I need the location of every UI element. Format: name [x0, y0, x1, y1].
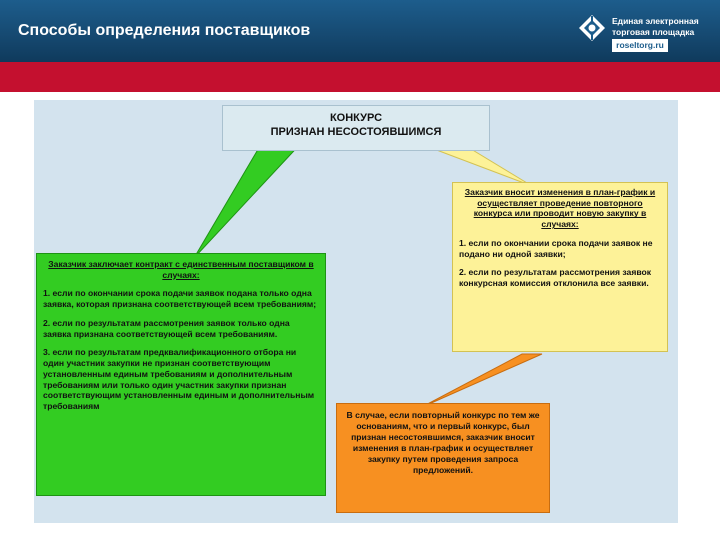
accent-band: [0, 62, 720, 92]
page-title: Способы определения поставщиков: [18, 22, 311, 39]
request-proposals-box: [336, 403, 550, 513]
green-box-item-2: 2. если по результатам рассмотрения заявок только одна заявка признана соответствующей всем требованиям.: [43, 317, 290, 339]
yellow-box-item-1: 1. если по окончании срока подачи заявок не подано ни одной заявки;: [459, 237, 653, 259]
yellow-box-item-2: 2. если по результатам рассмотрения заявок конкурсная комиссия отклонила все заявки.: [459, 267, 652, 289]
failed-tender-box: [222, 105, 490, 151]
yellow-callout-pointer: [426, 146, 532, 186]
roseltorg-logo-icon: [578, 14, 606, 42]
yellow-box-heading: Заказчик вносит изменения в план-график и осуществляет проведение повторного конкурса или проводит новую закупку в случаях:: [464, 187, 656, 230]
green-box-item-1: 1. если по окончании срока подачи заявок подана только одна заявка, которая признана соответствующей всем требованиям;: [43, 288, 317, 310]
top-box-line1: КОНКУРС: [329, 112, 383, 124]
header-bar: [0, 0, 720, 62]
green-box-item-3: 3. если по результатам предквалификационного отбора ни один участник закупки не признан соответствующим установленным единым требованиям и дополнительным требованиям или только один участник закупки признан соответствующим установленным единым и дополнительным требованиям: [43, 347, 315, 412]
roseltorg-logo[interactable]: [578, 10, 718, 56]
logo-text-line2: торговая площадка: [612, 27, 695, 37]
single-supplier-box: [36, 253, 326, 496]
repeat-tender-box: [452, 182, 668, 352]
green-box-heading: Заказчик заключает контракт с единственным поставщиком в случаях:: [48, 259, 314, 280]
logo-url[interactable]: roseltorg.ru: [612, 39, 668, 52]
orange-callout-pointer: [420, 354, 542, 408]
green-callout-pointer: [194, 140, 304, 258]
orange-box-text: В случае, если повторный конкурс по тем же основаниям, что и первый конкурс, был признан несостоявшимся, заказчик вносит изменения в план-график и осуществляет закупку путем проведения запроса предложений.: [346, 410, 540, 475]
logo-text-line1: Единая электронная: [612, 16, 699, 26]
diagram-area: [34, 100, 678, 523]
top-box-line2: ПРИЗНАН НЕСОСТОЯВШИМСЯ: [270, 126, 442, 139]
